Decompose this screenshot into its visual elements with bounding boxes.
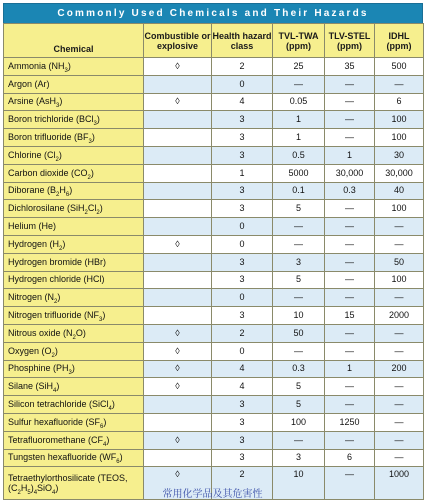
idhl-cell: — xyxy=(375,431,424,449)
tlv-stel-cell: — xyxy=(325,111,375,129)
tlv-stel-cell: — xyxy=(325,467,375,500)
health-class-cell: 3 xyxy=(212,307,273,325)
hazards-table-panel xyxy=(3,3,423,500)
health-class-cell: 3 xyxy=(212,413,273,431)
combustible-cell xyxy=(144,449,212,467)
health-class-cell: 4 xyxy=(212,378,273,396)
tlv-stel-cell: 6 xyxy=(325,449,375,467)
tvl-twa-cell: 10 xyxy=(273,307,325,325)
chemical-name-cell: Chlorine $(Cl_2)$ xyxy=(4,146,144,164)
tlv-stel-cell: 35 xyxy=(325,58,375,76)
tlv-stel-cell: — xyxy=(325,396,375,414)
tlv-stel-cell: 15 xyxy=(325,307,375,325)
chemical-name-cell: Phosphine $(PH_3)$ xyxy=(4,360,144,378)
tvl-twa-cell: 5 xyxy=(273,396,325,414)
tvl-twa-cell: 3 xyxy=(273,449,325,467)
combustible-cell: ◊ xyxy=(144,235,212,253)
combustible-cell: ◊ xyxy=(144,342,212,360)
chemical-name-cell: Tetrafluoromethane $(CF_4)$ xyxy=(4,431,144,449)
combustible-cell: ◊ xyxy=(144,467,212,500)
table-row xyxy=(4,129,424,147)
combustible-cell xyxy=(144,271,212,289)
table-row xyxy=(4,307,424,325)
table-row xyxy=(4,164,424,182)
header-combustible: Combustible or explosive xyxy=(144,24,212,58)
combustible-cell: ◊ xyxy=(144,93,212,111)
table-row xyxy=(4,200,424,218)
idhl-cell: 30,000 xyxy=(375,164,424,182)
idhl-cell: — xyxy=(375,218,424,236)
idhl-cell: 100 xyxy=(375,111,424,129)
combustible-cell: ◊ xyxy=(144,360,212,378)
idhl-cell: — xyxy=(375,235,424,253)
chemical-name-cell: Helium (He) xyxy=(4,218,144,236)
tvl-twa-cell: 50 xyxy=(273,324,325,342)
combustible-cell xyxy=(144,129,212,147)
tlv-stel-cell: — xyxy=(325,378,375,396)
header-health-class: Health hazard class xyxy=(212,24,273,58)
tlv-stel-cell: 1 xyxy=(325,146,375,164)
image-caption: 常用化学品及其危害性 xyxy=(162,489,263,500)
tvl-twa-cell: 5 xyxy=(273,200,325,218)
idhl-cell: — xyxy=(375,289,424,307)
chemical-name-cell: Carbon dioxide $(CO_2)$ xyxy=(4,164,144,182)
table-row xyxy=(4,93,424,111)
tlv-stel-cell: — xyxy=(325,431,375,449)
chemical-name-cell: Tetraethylorthosilicate (TEOS, $(C_2H_5)_4SiO_4$) xyxy=(4,467,144,500)
table-row xyxy=(4,413,424,431)
tvl-twa-cell: — xyxy=(273,431,325,449)
idhl-cell: 30 xyxy=(375,146,424,164)
idhl-cell: — xyxy=(375,413,424,431)
table-row xyxy=(4,396,424,414)
chemical-name-cell: Nitrogen $(N_2)$ xyxy=(4,289,144,307)
tlv-stel-cell: — xyxy=(325,289,375,307)
chemical-name-cell: Oxygen $(O_2)$ xyxy=(4,342,144,360)
hazards-table xyxy=(3,23,424,500)
header-tvl-twa: TVL-TWA (ppm) xyxy=(273,24,325,58)
tlv-stel-cell: — xyxy=(325,324,375,342)
chemical-name-cell: Arsine (AsH$_3$) xyxy=(4,93,144,111)
table-row xyxy=(4,253,424,271)
tlv-stel-cell: 1250 xyxy=(325,413,375,431)
chemical-name-cell: Sulfur hexafluoride $(SF_6)$ xyxy=(4,413,144,431)
combustible-cell xyxy=(144,164,212,182)
table-row xyxy=(4,235,424,253)
health-class-cell: 2 xyxy=(212,58,273,76)
health-class-cell: 2 xyxy=(212,467,273,500)
idhl-cell: 200 xyxy=(375,360,424,378)
tlv-stel-cell: — xyxy=(325,200,375,218)
idhl-cell: 100 xyxy=(375,129,424,147)
idhl-cell: — xyxy=(375,324,424,342)
tlv-stel-cell: — xyxy=(325,271,375,289)
health-class-cell: 0 xyxy=(212,218,273,236)
idhl-cell: 40 xyxy=(375,182,424,200)
chemical-name-cell: Hydrogen $(H_2)$ xyxy=(4,235,144,253)
health-class-cell: 2 xyxy=(212,324,273,342)
combustible-cell xyxy=(144,253,212,271)
tvl-twa-cell: 3 xyxy=(273,253,325,271)
health-class-cell: 3 xyxy=(212,253,273,271)
idhl-cell: 2000 xyxy=(375,307,424,325)
idhl-cell: — xyxy=(375,396,424,414)
chemical-name-cell: Boron trifluoride $(BF_3)$ xyxy=(4,129,144,147)
table-row xyxy=(4,324,424,342)
chemical-name-cell: Dichlorosilane $(SiH_2Cl_2)$ xyxy=(4,200,144,218)
idhl-cell: 500 xyxy=(375,58,424,76)
combustible-cell xyxy=(144,182,212,200)
combustible-cell xyxy=(144,75,212,93)
combustible-cell xyxy=(144,307,212,325)
combustible-cell xyxy=(144,396,212,414)
table-row xyxy=(4,289,424,307)
header-idhl: IDHL (ppm) xyxy=(375,24,424,58)
combustible-cell xyxy=(144,146,212,164)
combustible-cell: ◊ xyxy=(144,431,212,449)
tvl-twa-cell: — xyxy=(273,342,325,360)
combustible-cell xyxy=(144,413,212,431)
chemical-name-cell: Hydrogen chloride (HCl) xyxy=(4,271,144,289)
tlv-stel-cell: — xyxy=(325,253,375,271)
tlv-stel-cell: 0.3 xyxy=(325,182,375,200)
tvl-twa-cell: 10 xyxy=(273,467,325,500)
tvl-twa-cell: — xyxy=(273,235,325,253)
health-class-cell: 0 xyxy=(212,235,273,253)
table-row xyxy=(4,75,424,93)
header-chemical: Chemical xyxy=(4,24,144,58)
idhl-cell: 100 xyxy=(375,271,424,289)
health-class-cell: 3 xyxy=(212,396,273,414)
idhl-cell: 1000 xyxy=(375,467,424,500)
chemical-name-cell: Nitrous oxide $(N_2O)$ xyxy=(4,324,144,342)
idhl-cell: — xyxy=(375,342,424,360)
table-body xyxy=(4,58,424,500)
table-row xyxy=(4,271,424,289)
combustible-cell xyxy=(144,200,212,218)
combustible-cell xyxy=(144,111,212,129)
tlv-stel-cell: — xyxy=(325,235,375,253)
idhl-cell: 100 xyxy=(375,200,424,218)
tvl-twa-cell: 5 xyxy=(273,271,325,289)
tvl-twa-cell: 0.5 xyxy=(273,146,325,164)
health-class-cell: 3 xyxy=(212,449,273,467)
idhl-cell: 6 xyxy=(375,93,424,111)
chemical-name-cell: Hydrogen bromide (HBr) xyxy=(4,253,144,271)
tvl-twa-cell: 0.3 xyxy=(273,360,325,378)
health-class-cell: 3 xyxy=(212,431,273,449)
table-row xyxy=(4,182,424,200)
tvl-twa-cell: 5 xyxy=(273,378,325,396)
table-title: Commonly Used Chemicals and Their Hazards xyxy=(3,3,423,23)
table-row xyxy=(4,58,424,76)
combustible-cell: ◊ xyxy=(144,378,212,396)
table-row xyxy=(4,360,424,378)
table-row xyxy=(4,111,424,129)
health-class-cell: 0 xyxy=(212,75,273,93)
chemical-name-cell: Silicon tetrachloride (SiCl$_4$) xyxy=(4,396,144,414)
chemical-name-cell: Diborane $(B_2H_6)$ xyxy=(4,182,144,200)
tvl-twa-cell: 25 xyxy=(273,58,325,76)
health-class-cell: 0 xyxy=(212,342,273,360)
tvl-twa-cell: 0.1 xyxy=(273,182,325,200)
tlv-stel-cell: — xyxy=(325,129,375,147)
health-class-cell: 3 xyxy=(212,129,273,147)
idhl-cell: 50 xyxy=(375,253,424,271)
health-class-cell: 4 xyxy=(212,360,273,378)
tvl-twa-cell: — xyxy=(273,75,325,93)
idhl-cell: — xyxy=(375,449,424,467)
chemical-name-cell: Silane (SiH$_4$) xyxy=(4,378,144,396)
tvl-twa-cell: — xyxy=(273,218,325,236)
chemical-name-cell: Argon (Ar) xyxy=(4,75,144,93)
health-class-cell: 3 xyxy=(212,146,273,164)
tvl-twa-cell: 1 xyxy=(273,111,325,129)
tvl-twa-cell: 100 xyxy=(273,413,325,431)
chemical-name-cell: Tungsten hexafluoride $(WF_6)$ xyxy=(4,449,144,467)
combustible-cell xyxy=(144,218,212,236)
chemical-name-cell: Ammonia $(NH_3)$ xyxy=(4,58,144,76)
tlv-stel-cell: 30,000 xyxy=(325,164,375,182)
health-class-cell: 1 xyxy=(212,164,273,182)
tvl-twa-cell: 5000 xyxy=(273,164,325,182)
table-row xyxy=(4,431,424,449)
combustible-cell: ◊ xyxy=(144,324,212,342)
header-tlv-stel: TLV-STEL (ppm) xyxy=(325,24,375,58)
idhl-cell: — xyxy=(375,75,424,93)
table-row xyxy=(4,449,424,467)
tvl-twa-cell: — xyxy=(273,289,325,307)
health-class-cell: 3 xyxy=(212,271,273,289)
table-row xyxy=(4,342,424,360)
tlv-stel-cell: — xyxy=(325,93,375,111)
health-class-cell: 3 xyxy=(212,200,273,218)
tlv-stel-cell: 1 xyxy=(325,360,375,378)
health-class-cell: 4 xyxy=(212,93,273,111)
health-class-cell: 3 xyxy=(212,182,273,200)
tlv-stel-cell: — xyxy=(325,75,375,93)
chemical-name-cell: Nitrogen trifluoride $(NF_3)$ xyxy=(4,307,144,325)
health-class-cell: 3 xyxy=(212,111,273,129)
table-row xyxy=(4,218,424,236)
tvl-twa-cell: 0.05 xyxy=(273,93,325,111)
table-row xyxy=(4,378,424,396)
combustible-cell: ◊ xyxy=(144,58,212,76)
header-row xyxy=(4,24,424,58)
tlv-stel-cell: — xyxy=(325,218,375,236)
combustible-cell xyxy=(144,289,212,307)
tvl-twa-cell: 1 xyxy=(273,129,325,147)
tlv-stel-cell: — xyxy=(325,342,375,360)
chemical-name-cell: Boron trichloride (BCl$_3$) xyxy=(4,111,144,129)
health-class-cell: 0 xyxy=(212,289,273,307)
idhl-cell: — xyxy=(375,378,424,396)
table-row xyxy=(4,146,424,164)
